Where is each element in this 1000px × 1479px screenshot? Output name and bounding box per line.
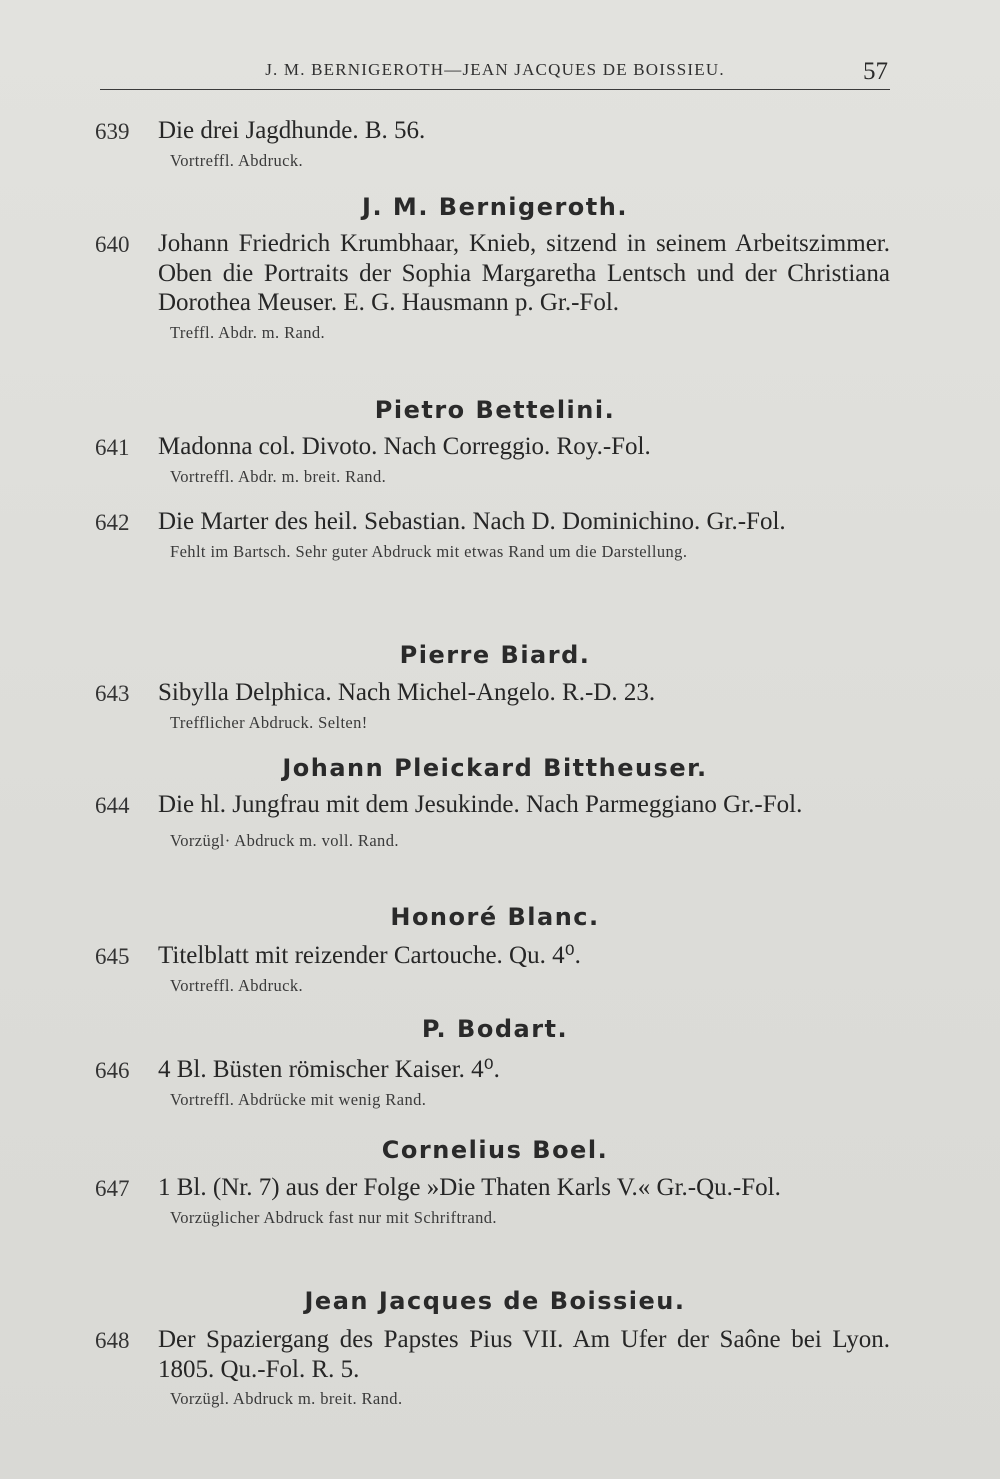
- entry-note: Vortreffl. Abdruck.: [170, 975, 304, 995]
- entry-number: 641: [95, 435, 130, 460]
- entry-text: 1 Bl. (Nr. 7) aus der Folge »Die Thaten Karls V.« Gr.-Qu.-Fol.: [158, 1174, 781, 1201]
- entry-text: Johann Friedrich Krumbhaar, Knieb, sitzend in seinem Arbeitszimmer. Oben die Portraits der Sophia Margaretha Lentsch und der Christiana Dorothea Meuser. E. G. Hausmann p. Gr.-Fol.: [158, 230, 890, 316]
- catalog-entry-643: [95, 678, 890, 734]
- running-title: J. M. BERNIGEROTH—JEAN JACQUES DE BOISSIEU.: [265, 60, 725, 79]
- entry-note: Trefflicher Abdruck. Selten!: [170, 712, 368, 732]
- entry-number: 648: [95, 1328, 130, 1353]
- entry-note: Fehlt im Bartsch. Sehr guter Abdruck mit etwas Rand um die Darstellung.: [170, 541, 688, 561]
- entry-number: 643: [95, 681, 130, 706]
- artist-heading-boissieu: Jean Jacques de Boissieu.: [304, 1287, 686, 1315]
- catalog-entry-645: [95, 941, 890, 997]
- catalog-entry-647: [95, 1173, 890, 1229]
- entry-text: Titelblatt mit reizender Cartouche. Qu. 4⁰.: [158, 942, 581, 969]
- entry-note: Treffl. Abdr. m. Rand.: [170, 322, 326, 342]
- entry-note: Vorzügl. Abdruck m. breit. Rand.: [170, 1389, 403, 1408]
- entry-note: Vorzüglicher Abdruck fast nur mit Schriftrand.: [170, 1207, 497, 1227]
- artist-heading-bernigeroth: J. M. Bernigeroth.: [362, 193, 628, 221]
- catalog-entry-642: [95, 507, 890, 563]
- artist-heading-bettelini: Pietro Bettelini.: [374, 396, 616, 424]
- entry-note: Vorzügl· Abdruck m. voll. Rand.: [170, 830, 399, 850]
- entry-number: 639: [95, 119, 130, 144]
- catalog-entry-648: [95, 1325, 890, 1410]
- entry-text: Die drei Jagdhunde. B. 56.: [158, 117, 426, 144]
- entry-text: Madonna col. Divoto. Nach Correggio. Roy.-Fol.: [158, 433, 651, 460]
- catalog-entry-644: [95, 790, 890, 852]
- artist-heading-blanc: Honoré Blanc.: [390, 903, 600, 931]
- entry-number: 640: [95, 232, 130, 257]
- entry-text: 4 Bl. Büsten römischer Kaiser. 4⁰.: [158, 1056, 500, 1083]
- entry-number: 642: [95, 510, 130, 535]
- catalog-entry-639: [95, 116, 890, 172]
- entry-text: Die hl. Jungfrau mit dem Jesukinde. Nach Parmeggiano Gr.-Fol.: [158, 791, 803, 818]
- entry-text: Der Spaziergang des Papstes Pius VII. Am Ufer der Saône bei Lyon. 1805. Qu.-Fol. R. 5.: [158, 1326, 890, 1383]
- entry-text: Die Marter des heil. Sebastian. Nach D. Dominichino. Gr.-Fol.: [158, 508, 786, 535]
- entry-note: Vortreffl. Abdrücke mit wenig Rand.: [170, 1089, 427, 1109]
- page-number: 57: [863, 58, 888, 85]
- entry-note: Vortreffl. Abdr. m. breit. Rand.: [170, 466, 387, 486]
- entry-number: 647: [95, 1176, 130, 1201]
- artist-heading-bodart: P. Bodart.: [421, 1015, 569, 1043]
- entry-number: 644: [95, 793, 130, 818]
- entry-number: 645: [95, 944, 130, 969]
- catalog-entry-641: [95, 432, 890, 488]
- artist-heading-bittheuser: Johann Pleickard Bittheuser.: [282, 754, 708, 782]
- catalog-entry-640: [95, 229, 890, 344]
- entry-text: Sibylla Delphica. Nach Michel-Angelo. R.-D. 23.: [158, 679, 656, 706]
- artist-heading-biard: Pierre Biard.: [399, 641, 591, 669]
- header-rule: [100, 89, 890, 90]
- running-header: [100, 52, 890, 92]
- artist-heading-boel: Cornelius Boel.: [381, 1136, 609, 1164]
- entry-note: Vortreffl. Abdruck.: [170, 150, 304, 170]
- entry-number: 646: [95, 1058, 130, 1083]
- catalog-entry-646: [95, 1055, 890, 1111]
